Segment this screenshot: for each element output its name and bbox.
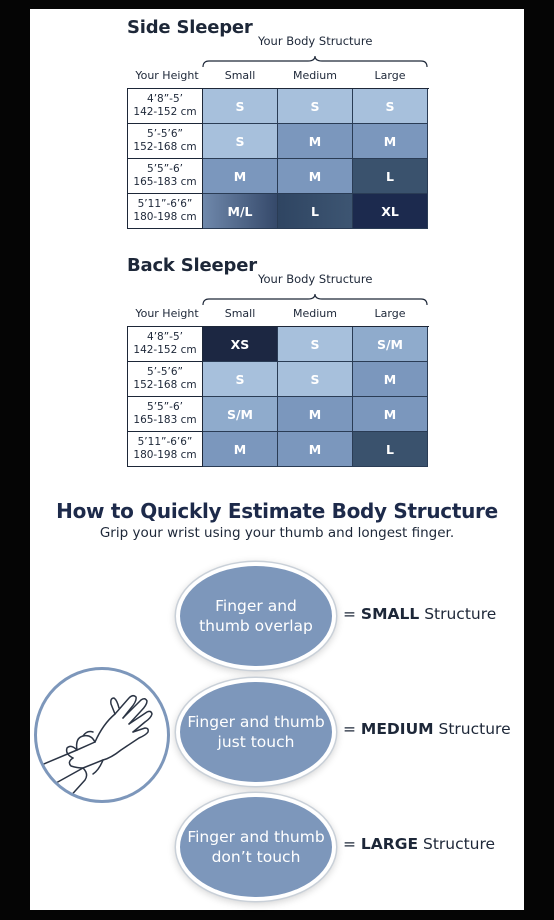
height-cm: 142-152 cm: [133, 106, 197, 118]
size-cell: M/L: [203, 194, 278, 229]
height-cell: [128, 124, 203, 159]
size-cell: M: [278, 124, 353, 159]
side-sleeper-title: Side Sleeper: [127, 17, 253, 38]
wrist-grip-drawing: [37, 670, 167, 800]
oval-small-structure: [180, 566, 332, 666]
back-height-label: Your Height: [135, 307, 199, 320]
size-cell: S: [203, 124, 278, 159]
large-structure-result: [343, 835, 495, 853]
back-col-small: Small: [224, 307, 256, 320]
size-cell: L: [353, 432, 428, 467]
size-cell: S: [203, 89, 278, 124]
height-ft: 5’5”-6’: [147, 401, 183, 413]
oval-medium-structure: [180, 682, 332, 782]
height-cm: 152-168 cm: [133, 379, 197, 391]
height-cm: 180-198 cm: [133, 211, 197, 223]
height-cm: 152-168 cm: [133, 141, 197, 153]
side-sleeper-table: [127, 88, 429, 229]
height-cell: [128, 194, 203, 229]
size-cell: S: [278, 89, 353, 124]
structure-word: Structure: [418, 835, 496, 853]
structure-word: Structure: [433, 720, 511, 738]
size-cell: S: [278, 362, 353, 397]
size-cell: S/M: [203, 397, 278, 432]
height-cell: [128, 397, 203, 432]
structure-size: SMALL: [360, 605, 420, 623]
table-row: [128, 124, 429, 159]
oval-large-structure: [180, 797, 332, 897]
side-col-large: Large: [374, 69, 406, 82]
height-ft: 5’-5’6”: [147, 128, 183, 140]
height-ft: 4’8”-5’: [147, 93, 183, 105]
oval-line1: Finger and thumb: [187, 828, 325, 846]
size-cell: M: [203, 159, 278, 194]
side-brace-icon: [202, 56, 428, 68]
table-row: [128, 89, 429, 124]
oval-line1: Finger and thumb: [187, 713, 325, 731]
size-cell: S: [353, 89, 428, 124]
size-cell: L: [278, 194, 353, 229]
oval-line2: just touch: [217, 733, 295, 751]
back-sleeper-table: [127, 326, 429, 467]
height-cell: [128, 432, 203, 467]
structure-word: Structure: [419, 605, 497, 623]
size-cell: M: [353, 124, 428, 159]
size-cell: S: [278, 327, 353, 362]
size-cell: L: [353, 159, 428, 194]
height-ft: 5’11”-6’6”: [137, 436, 193, 448]
height-cm: 180-198 cm: [133, 449, 197, 461]
height-cell: [128, 89, 203, 124]
oval-line1: Finger and: [215, 597, 297, 615]
table-row: [128, 194, 429, 229]
equals-sign: =: [343, 720, 361, 738]
height-ft: 5’11”-6’6”: [137, 198, 193, 210]
size-cell: XL: [353, 194, 428, 229]
back-sleeper-title: Back Sleeper: [127, 255, 257, 276]
size-cell: M: [278, 159, 353, 194]
size-cell: M: [278, 397, 353, 432]
structure-size: LARGE: [360, 835, 419, 853]
table-row: [128, 432, 429, 467]
size-cell: M: [278, 432, 353, 467]
size-cell: XS: [203, 327, 278, 362]
size-cell: S: [203, 362, 278, 397]
structure-size: MEDIUM: [360, 720, 434, 738]
equals-sign: =: [343, 835, 361, 853]
side-col-medium: Medium: [293, 69, 337, 82]
height-cm: 165-183 cm: [133, 414, 197, 426]
wrist-grip-icon: [34, 667, 170, 803]
estimate-subtitle: Grip your wrist using your thumb and longest finger.: [99, 525, 455, 541]
size-cell: M: [203, 432, 278, 467]
table-row: [128, 362, 429, 397]
back-col-medium: Medium: [293, 307, 337, 320]
table-row: [128, 327, 429, 362]
table-row: [128, 159, 429, 194]
back-brace-icon: [202, 294, 428, 306]
height-cell: [128, 327, 203, 362]
height-cm: 142-152 cm: [133, 344, 197, 356]
oval-line2: don’t touch: [211, 848, 301, 866]
oval-line2: thumb overlap: [199, 617, 313, 635]
size-cell: M: [353, 362, 428, 397]
height-cm: 165-183 cm: [133, 176, 197, 188]
back-structure-label: Your Body Structure: [258, 272, 373, 286]
height-cell: [128, 159, 203, 194]
height-cell: [128, 362, 203, 397]
estimate-title: How to Quickly Estimate Body Structure: [56, 499, 498, 523]
size-cell: S/M: [353, 327, 428, 362]
height-ft: 5’-5’6”: [147, 366, 183, 378]
height-ft: 5’5”-6’: [147, 163, 183, 175]
small-structure-result: [343, 605, 496, 623]
side-height-label: Your Height: [135, 69, 199, 82]
table-row: [128, 397, 429, 432]
size-guide-page: [30, 9, 524, 910]
height-ft: 4’8”-5’: [147, 331, 183, 343]
back-col-large: Large: [374, 307, 406, 320]
size-cell: M: [353, 397, 428, 432]
equals-sign: =: [343, 605, 361, 623]
side-col-small: Small: [224, 69, 256, 82]
side-structure-label: Your Body Structure: [258, 34, 373, 48]
medium-structure-result: [343, 720, 511, 738]
